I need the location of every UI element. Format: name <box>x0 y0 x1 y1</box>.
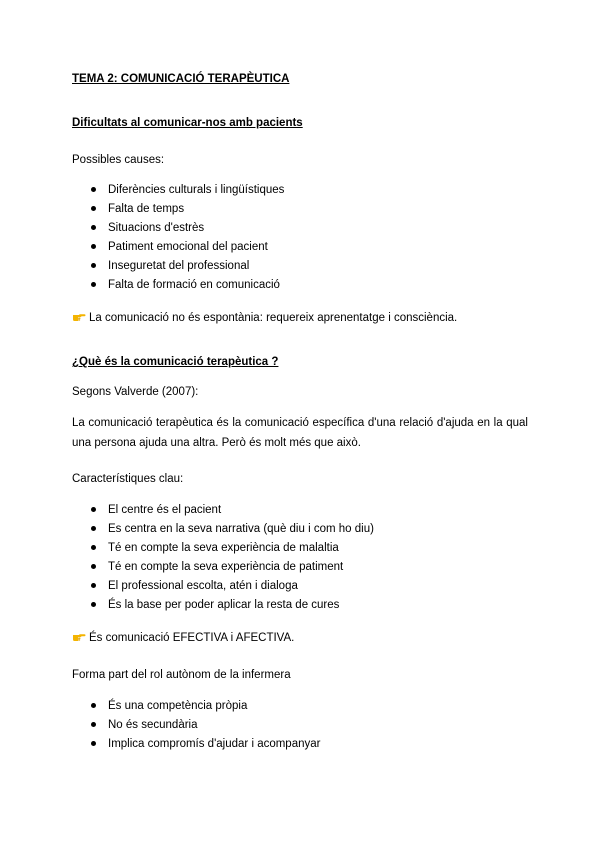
section-heading-difficulties: Dificultats al comunicar-nos amb pacients <box>72 117 303 129</box>
bullet-icon <box>91 526 96 531</box>
bullet-icon <box>91 741 96 746</box>
list-item: És la base per poder aplicar la resta de cures <box>72 598 374 617</box>
list-item: Falta de temps <box>72 202 284 221</box>
bullet-icon <box>91 722 96 727</box>
list-item: El centre és el pacient <box>72 503 374 522</box>
bullet-icon <box>91 187 96 192</box>
list-item: Patiment emocional del pacient <box>72 240 284 259</box>
features-intro: Característiques clau: <box>72 473 184 485</box>
role-list <box>72 699 320 756</box>
causes-intro: Possibles causes: <box>72 154 165 166</box>
bullet-icon <box>91 545 96 550</box>
document-title: TEMA 2: COMUNICACIÓ TERAPÈUTICA <box>72 73 290 85</box>
bullet-icon <box>91 244 96 249</box>
section-heading-what-is: ¿Què és la comunicació terapèutica ? <box>72 356 279 368</box>
pointing-hand-icon <box>72 631 86 642</box>
list-item: Diferències culturals i lingüístiques <box>72 183 284 202</box>
list-item: El professional escolta, atén i dialoga <box>72 579 374 598</box>
list-item: És una competència pròpia <box>72 699 320 718</box>
bullet-icon <box>91 703 96 708</box>
bullet-icon <box>91 282 96 287</box>
list-item: No és secundària <box>72 718 320 737</box>
bullet-icon <box>91 564 96 569</box>
bullet-icon <box>91 583 96 588</box>
causes-list <box>72 183 284 297</box>
note-effective: És comunicació EFECTIVA i AFECTIVA. <box>72 631 294 645</box>
list-item: Té en compte la seva experiència de patiment <box>72 560 374 579</box>
features-list <box>72 503 374 617</box>
list-item: Té en compte la seva experiència de malaltia <box>72 541 374 560</box>
bullet-icon <box>91 263 96 268</box>
list-item: Falta de formació en comunicació <box>72 278 284 297</box>
bullet-icon <box>91 225 96 230</box>
role-intro: Forma part del rol autònom de la infermera <box>72 669 291 681</box>
list-item: Inseguretat del professional <box>72 259 284 278</box>
list-item: Es centra en la seva narrativa (què diu i com ho diu) <box>72 522 374 541</box>
list-item: Implica compromís d'ajudar i acompanyar <box>72 737 320 756</box>
note-spontaneous: La comunicació no és espontània: requereix aprenentatge i consciència. <box>72 311 457 325</box>
bullet-icon <box>91 602 96 607</box>
list-item: Situacions d'estrès <box>72 221 284 240</box>
source-line: Segons Valverde (2007): <box>72 386 199 398</box>
pointing-hand-icon <box>72 311 86 322</box>
bullet-icon <box>91 206 96 211</box>
bullet-icon <box>91 507 96 512</box>
definition-paragraph: La comunicació terapèutica és la comunicació específica d'una relació d'ajuda en la qual una persona ajuda una altra. Però és molt més que això. <box>72 417 528 449</box>
